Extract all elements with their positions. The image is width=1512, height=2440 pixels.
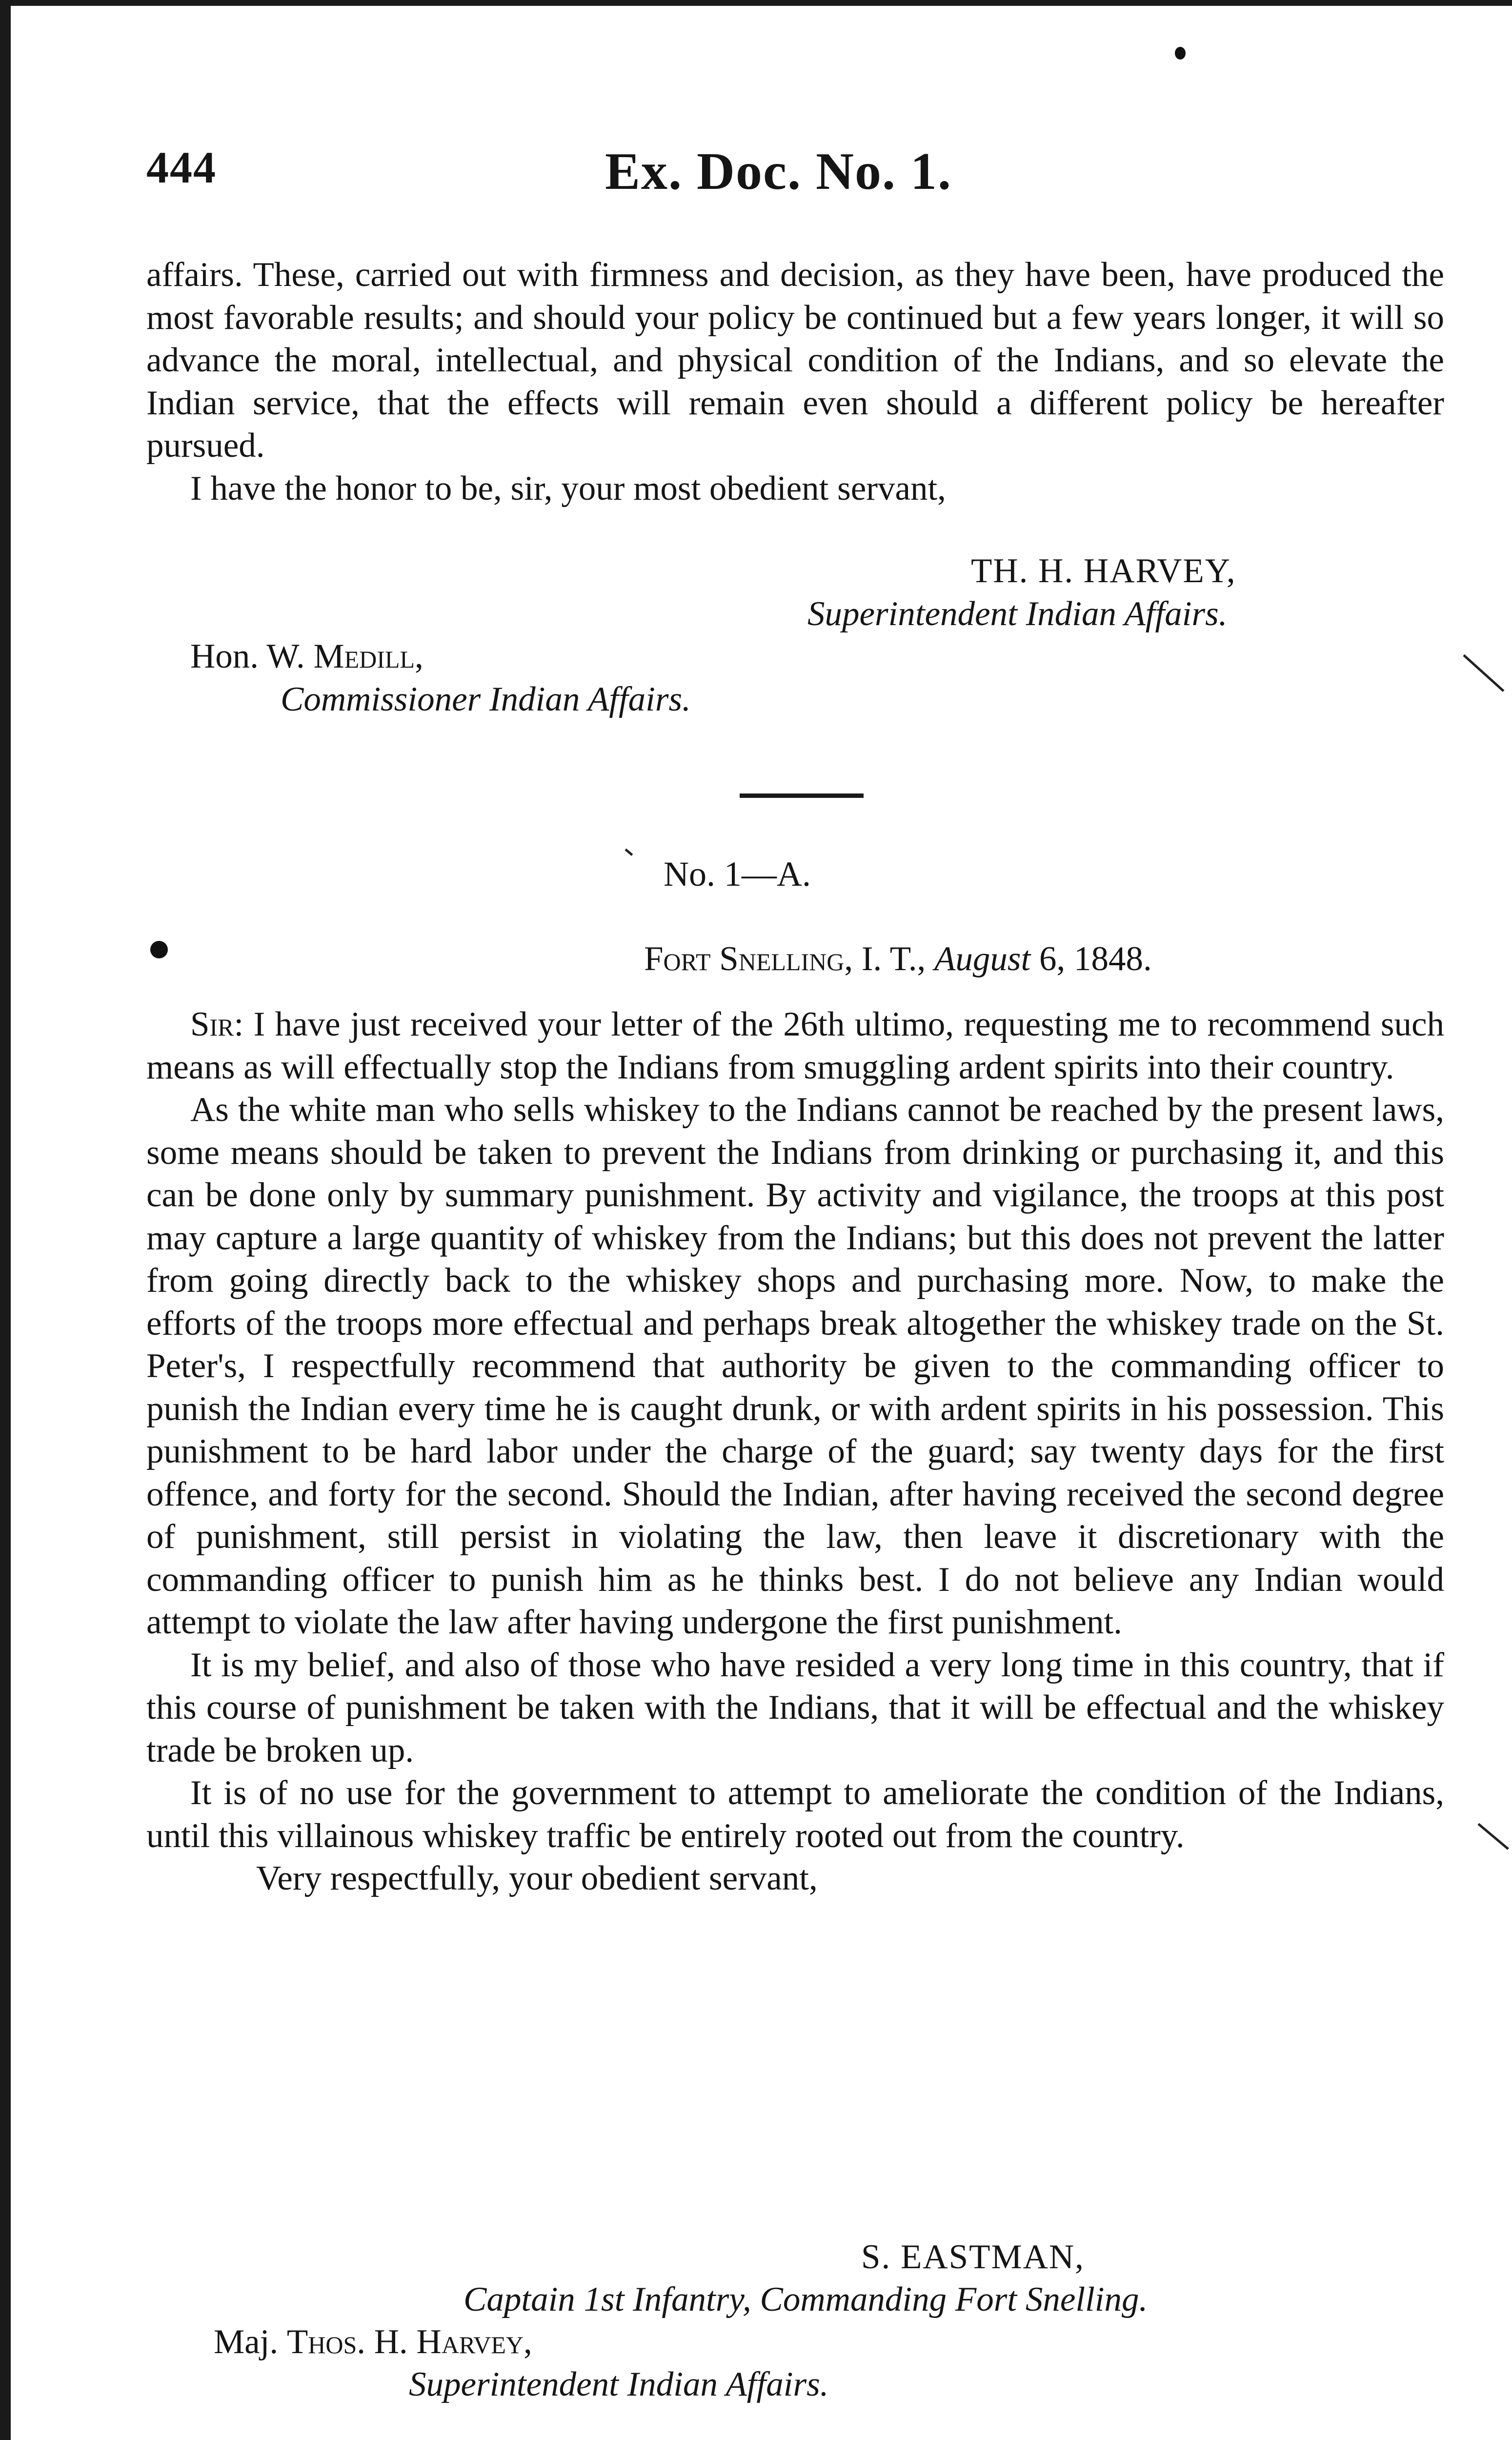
dateline-place: Fort Snelling	[644, 940, 845, 978]
document-heading: No. 1—A.	[664, 854, 811, 894]
letter2-closing: Very respectfully, your obedient servant,	[256, 1859, 818, 1897]
letter2-paragraph: It is my belief, and also of those who have resided a very long time in this country, that if this course of punishment be taken with the Indians, that it will be effectual and the whiskey trade be broken up.	[146, 1646, 1444, 1769]
page-number: 444	[146, 142, 217, 192]
letter1-addressee-prefix: Hon. W.	[190, 637, 314, 675]
letter2-addressee-name: Thos. H. Harvey,	[286, 2323, 532, 2361]
page-edge-top	[0, 0, 1512, 6]
letter2-paragraph: As the white man who sells whiskey to the Indians cannot be reached by the present laws, some means should be taken to prevent the Indians from drinking or purchasing it, and this can be done only by summary punishment. By activity and vigilance, the troops at this post may capture a large quantity of whiskey from the Indians; but this does not prevent the latter from going directly back to the whiskey shops and purchasing more. Now, to make the efforts of the troops more effectual and perhaps break altogether the whiskey trade on the St. Peter's, I respectfully recommend that authority be given to the commanding officer to punish the Indian every time he is caught drunk, or with ardent spirits in his possession. This punishment to be hard labor under the charge of the guard; say twenty days for the first offence, and forty for the second. Should the Indian, after having received the second degree of punishment, still persist in violating the law, then leave it discretionary with the commanding officer to punish him as he thinks best. I do not believe any Indian would attempt to violate the law after having undergone the first punishment.	[146, 1091, 1444, 1641]
scan-mark	[1477, 1823, 1509, 1850]
dateline-day-year: 6, 1848.	[1030, 940, 1152, 978]
letter2-addressee	[214, 2322, 532, 2362]
salutation: Sir	[190, 1005, 234, 1043]
scan-mark	[1463, 654, 1504, 692]
letter1-paragraph: affairs. These, carried out with firmness and decision, as they have been, have produced the most favorable results; and should your policy be continued but a few years longer, it will so advance the moral, intellectual, and physical condition of the Indians, and so elevate the Indian service, that the effects will remain even should a different policy be hereafter pursued.	[146, 256, 1444, 465]
scan-mark	[625, 849, 633, 856]
letter2-paragraph1-text: : I have just received your letter of the 26th ultimo, requesting me to recommend such means as will effectually stop the Indians from smuggling ardent spirits into their country.	[146, 1005, 1444, 1086]
scan-speck	[1175, 47, 1186, 60]
letter1-addressee-title: Commissioner Indian Affairs.	[281, 680, 691, 718]
letter2-signature-title: Captain 1st Infantry, Commanding Fort Snelling.	[464, 2280, 1148, 2318]
letter1-addressee	[190, 637, 423, 676]
letter2-paragraph: It is of no use for the government to attempt to ameliorate the condition of the Indians, until this villainous whiskey traffic be entirely rooted out from the country.	[146, 1774, 1444, 1855]
running-head: Ex. Doc. No. 1.	[605, 142, 952, 201]
scan-speck	[150, 941, 168, 958]
letter2-addressee-title: Superintendent Indian Affairs.	[409, 2365, 829, 2403]
letter2-body	[146, 1003, 1444, 1900]
letter1-signature-name: TH. H. HARVEY,	[971, 552, 1236, 590]
letter1-body	[146, 254, 1444, 510]
letter1-closing: I have the honor to be, sir, your most obedient servant,	[190, 469, 946, 508]
page-edge-left	[0, 0, 11, 2440]
dateline-month: August	[934, 940, 1031, 978]
letter1-signature-title: Superintendent Indian Affairs.	[807, 595, 1228, 633]
section-divider	[740, 793, 864, 798]
letter1-addressee-name: Medill,	[313, 637, 423, 675]
dateline	[644, 939, 1152, 979]
letter2-signature-name: S. EASTMAN,	[861, 2238, 1085, 2276]
letter2-paragraph	[146, 1003, 1444, 1089]
dateline-place-suffix: , I. T.,	[844, 940, 935, 978]
page-header	[146, 142, 1464, 210]
letter2-addressee-prefix: Maj.	[214, 2323, 287, 2361]
